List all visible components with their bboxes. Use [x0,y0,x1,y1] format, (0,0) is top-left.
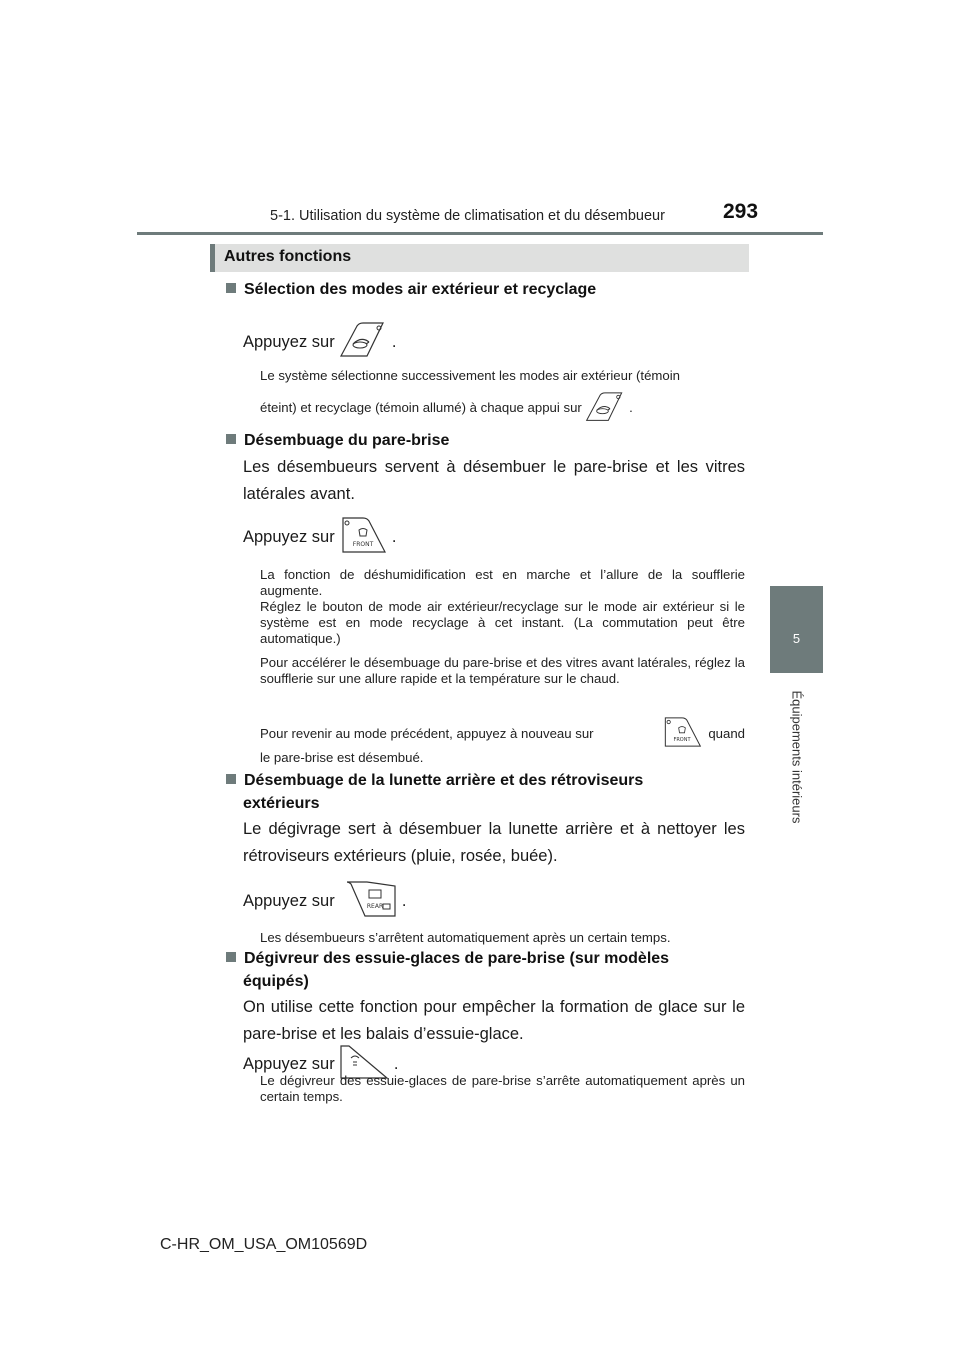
rear-defog-heading: Désembuage de la lunette arrière et des rétroviseurs [226,770,744,792]
bullet-square-icon [226,283,236,293]
recirculation-button-icon [339,322,387,363]
running-header-title: 5-1. Utilisation du système de climatisation et du désembueur [270,208,665,224]
bullet-square-icon [226,952,236,962]
section-bar-accent [210,244,215,272]
recirc-press-line: Appuyez sur . [243,322,397,363]
rear-defroster-button-icon [345,880,397,923]
front-defog-note-4: Pour revenir au mode précédent, appuyez à nouveau sur FRONT quand [260,716,745,751]
chapter-label: Équipements intérieurs [789,690,805,824]
wiper-deicer-heading-line2: équipés) [243,973,309,990]
front-defroster-button-icon [662,716,702,751]
front-defog-heading: Désembuage du pare-brise [226,430,449,452]
bullet-square-icon [226,774,236,784]
svg-text:REAR: REAR [367,903,384,910]
front-defog-press-line: Appuyez sur FRONT . [243,516,397,559]
front-defog-note-2: Réglez le bouton de mode air extérieur/recyclage sur le mode air extérieur si le système est en mode recyclage à cet instant. (La commutation peut être automatique.) [260,599,745,646]
front-defog-body: Les désembueurs servent à désembuer le pare-brise et les vitres latérales avant. [243,458,745,503]
front-defog-note-1: La fonction de déshumidification est en marche et l’allure de la soufflerie augmente. [260,567,745,598]
chapter-number: 5 [792,631,801,646]
recirculation-button-icon [585,392,625,425]
recirc-heading: Sélection des modes air extérieur et recyclage [226,279,596,301]
wiper-deicer-heading: Dégivreur des essuie-glaces de pare-brise (sur modèles [226,948,744,970]
page-number: 293 [723,200,759,223]
rear-defog-note: Les désembueurs s’arrêtent automatiquement après un certain temps. [260,930,671,945]
front-defroster-button-icon [339,516,387,559]
bullet-square-icon [226,434,236,444]
chapter-tab [770,586,823,673]
front-defog-note-3: Pour accélérer le désembuage du pare-brise et des vitres avant latérales, réglez la soufflerie sur une allure rapide et la température sur le chaud. [260,655,745,686]
recirc-note-line1: Le système sélectionne successivement les modes air extérieur (témoin [260,368,680,383]
svg-text:FRONT: FRONT [673,737,691,744]
rear-defog-press-line: Appuyez sur REAR . [243,880,407,923]
wiper-deicer-press-line: Appuyez sur . [243,1044,399,1085]
section-title: Autres fonctions [224,248,352,265]
header-divider [137,232,823,235]
wiper-deicer-note: Le dégivreur des essuie-glaces de pare-brise s’arrête automatiquement après un certain temps. [260,1073,745,1104]
recirc-note-line2: éteint) et recyclage (témoin allumé) à chaque appui sur . [260,392,633,425]
front-defog-note-4-line2: le pare-brise est désembué. [260,750,424,765]
svg-text:FRONT: FRONT [353,541,374,548]
rear-defog-body: Le dégivrage sert à désembuer la lunette arrière et à nettoyer les rétroviseurs extérieurs (pluie, rosée, buée). [243,820,745,865]
wiper-deicer-body: On utilise cette fonction pour empêcher la formation de glace sur le pare-brise et les balais d’essuie-glace. [243,998,745,1043]
document-code: C-HR_OM_USA_OM10569D [160,1236,368,1253]
rear-defog-heading-line2: extérieurs [243,795,320,812]
